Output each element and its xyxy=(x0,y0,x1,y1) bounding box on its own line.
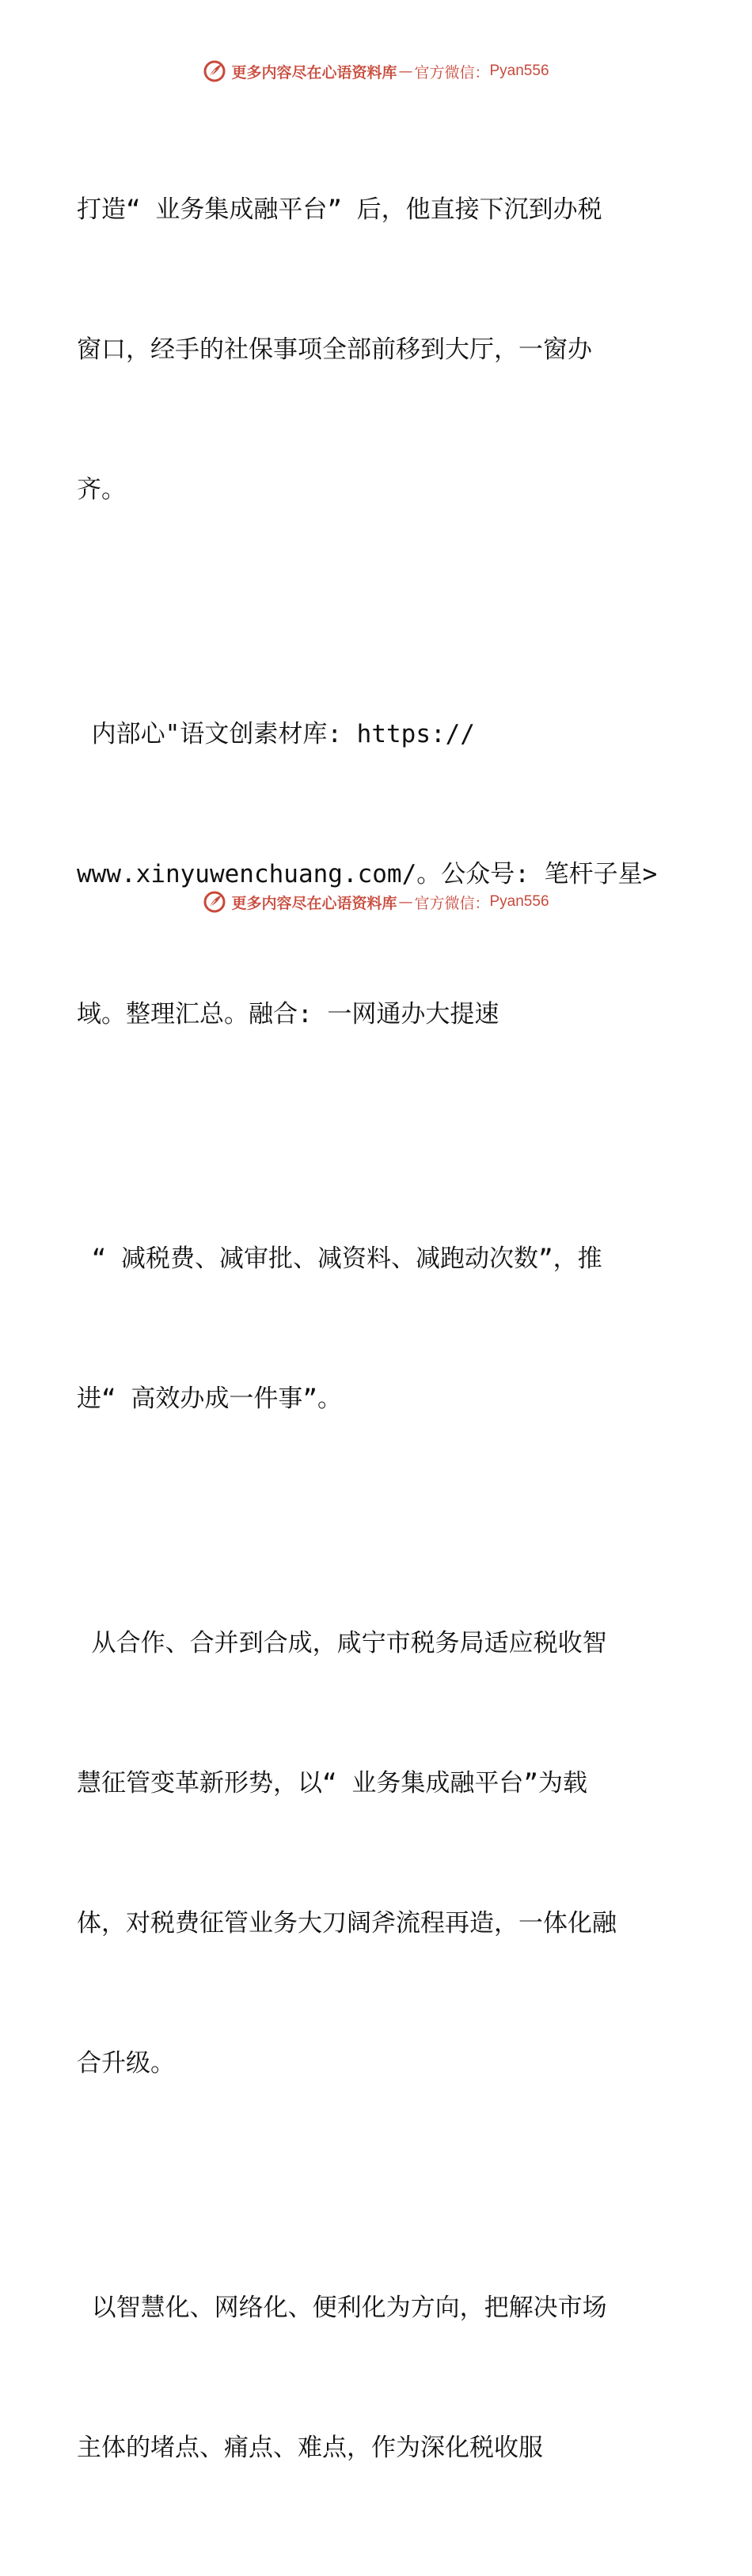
document-body xyxy=(77,93,678,2576)
brand-text: 更多内容尽在心语资料库 xyxy=(231,63,397,81)
brand-text: 更多内容尽在心语资料库 xyxy=(231,894,397,912)
text-line: 打造“ 业务集成融平台” 后，他直接下沉到办税 xyxy=(77,195,602,224)
text-line: www.xinyuwenchuang.com/。公众号: 笔杆子星> xyxy=(77,860,658,888)
text-line: 窗口，经手的社保事项全部前移到大厅，一窗办 xyxy=(77,335,592,364)
wechat-id: Pyan556 xyxy=(489,63,549,79)
official-label: 官方微信： xyxy=(414,63,490,81)
feather-circle-icon xyxy=(203,59,226,83)
paragraph-1 xyxy=(77,93,678,607)
text-line: 域。整理汇总。融合: 一网通办大提速 xyxy=(77,1000,499,1029)
text-line: 主体的堵点、痛点、难点，作为深化税收服 xyxy=(77,2434,543,2462)
text-line: 内部心"语文创素材库: https:// xyxy=(77,720,475,748)
wechat-id: Pyan556 xyxy=(489,893,549,910)
paragraph-2 xyxy=(77,618,678,1131)
official-label: 官方微信： xyxy=(414,894,490,912)
text-line: “ 减税费、减审批、减资料、减跑动次数”，推 xyxy=(77,1244,602,1273)
feather-circle-icon xyxy=(203,890,226,914)
separator: — xyxy=(398,893,413,911)
text-line: 齐。 xyxy=(77,475,126,504)
footer-banner xyxy=(0,886,752,918)
separator: — xyxy=(398,63,413,80)
text-line: 慧征管变革新形势，以“ 业务集成融平台”为载 xyxy=(77,1769,587,1798)
text-line: 体，对税费征管业务大刀阔斧流程再造，一体化融 xyxy=(77,1909,617,1938)
paragraph-4 xyxy=(77,1527,678,2180)
text-line: 从合作、合并到合成，咸宁市税务局适应税收智 xyxy=(77,1629,607,1657)
paragraph-5 xyxy=(77,2191,678,2565)
paragraph-3 xyxy=(77,1142,678,1516)
text-line: 合升级。 xyxy=(77,2049,175,2078)
text-line: 以智慧化、网络化、便利化为方向，把解决市场 xyxy=(77,2294,607,2322)
text-line: 进“ 高效办成一件事”。 xyxy=(77,1385,342,1413)
header-banner xyxy=(0,55,752,87)
